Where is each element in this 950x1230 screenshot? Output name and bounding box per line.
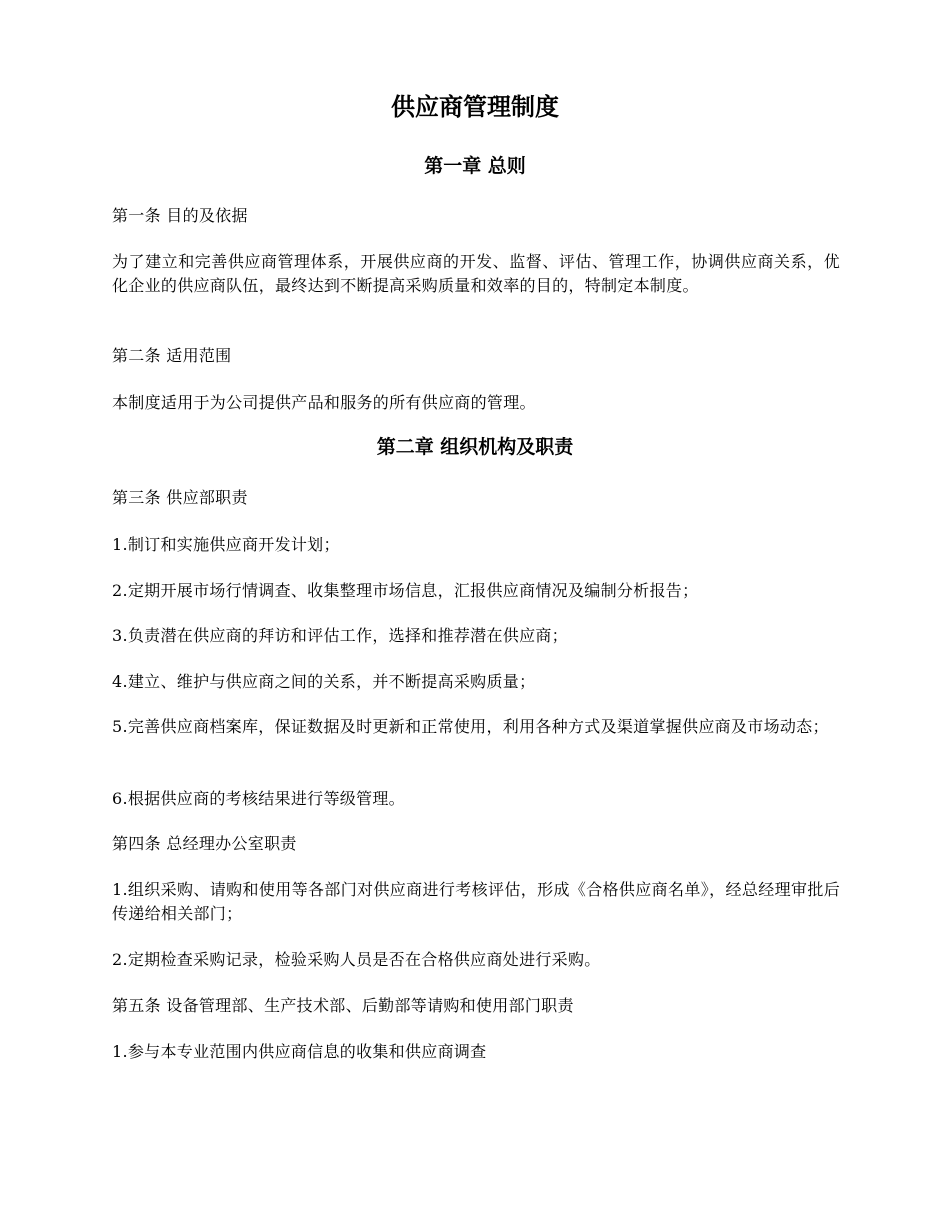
article-3-item: 6.根据供应商的考核结果进行等级管理。 (112, 789, 405, 808)
chapter-2-heading: 第二章 组织机构及职责 (376, 436, 574, 458)
article-2-heading: 第二条 适用范围 (112, 346, 232, 365)
article-4-item: 1.组织采购、请购和使用等各部门对供应商进行考核评估，形成《合格供应商名单》，经总经理审批后传递给相关部门； (112, 880, 840, 923)
article-1-body: 为了建立和完善供应商管理体系，开展供应商的开发、监督、评估、管理工作，协调供应商关系，优化企业的供应商队伍，最终达到不断提高采购质量和效率的目的，特制定本制度。 (112, 252, 840, 295)
article-2-body: 本制度适用于为公司提供产品和服务的所有供应商的管理。 (112, 393, 536, 412)
article-5-heading: 第五条 设备管理部、生产技术部、后勤部等请购和使用部门职责 (112, 996, 574, 1015)
article-4-heading: 第四条 总经理办公室职责 (112, 834, 297, 853)
article-3-item: 2.定期开展市场行情调查、收集整理市场信息，汇报供应商情况及编制分析报告； (112, 581, 699, 600)
chapter-1-heading: 第一章 总则 (424, 155, 526, 177)
article-4-item: 2.定期检查采购记录，检验采购人员是否在合格供应商处进行采购。 (112, 950, 601, 969)
document-title: 供应商管理制度 (391, 92, 559, 121)
article-3-item: 3.负责潜在供应商的拜访和评估工作，选择和推荐潜在供应商； (112, 626, 568, 645)
article-3-item: 1.制订和实施供应商开发计划； (112, 535, 340, 554)
article-1-heading: 第一条 目的及依据 (112, 206, 248, 225)
article-3-item: 4.建立、维护与供应商之间的关系，并不断提高采购质量； (112, 672, 536, 691)
article-3-heading: 第三条 供应部职责 (112, 488, 248, 507)
article-3-item: 5.完善供应商档案库，保证数据及时更新和正常使用，利用各种方式及渠道掌握供应商及市场动态； (112, 717, 829, 736)
article-5-item: 1.参与本专业范围内供应商信息的收集和供应商调查 (112, 1042, 487, 1061)
